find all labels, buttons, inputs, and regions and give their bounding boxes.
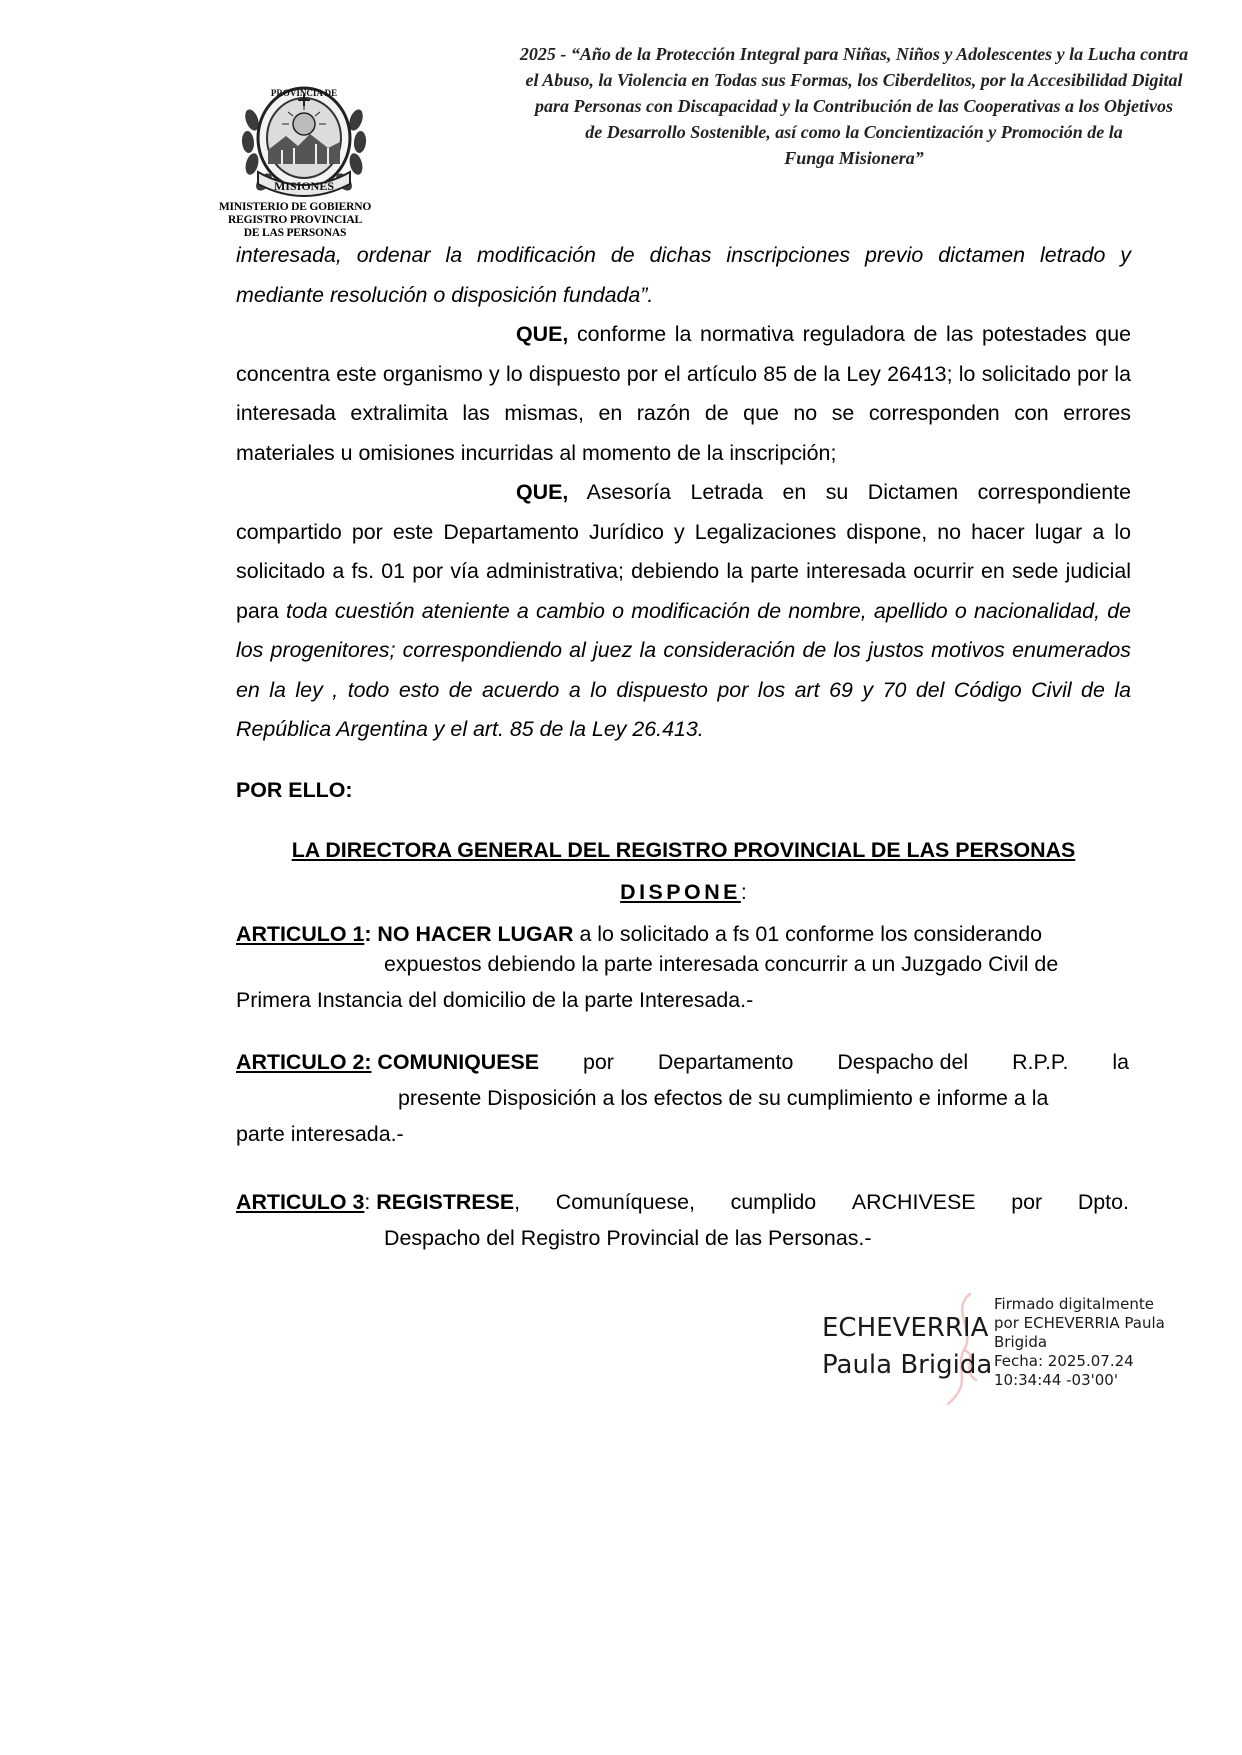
article-2-word: la xyxy=(1112,1050,1129,1074)
article-3-word: por xyxy=(1011,1190,1043,1214)
signature-detail-line: Brigida xyxy=(994,1333,1048,1351)
article-3-word: ARCHIVESE xyxy=(851,1190,976,1214)
directora-heading: LA DIRECTORA GENERAL DEL REGISTRO PROVINCIAL DE LAS PERSONAS xyxy=(291,838,1076,862)
signature-detail xyxy=(994,1295,1165,1390)
seal-top-text: PROVINCIA DE xyxy=(270,88,338,98)
dispone-heading xyxy=(236,880,1131,905)
dispone-colon: : xyxy=(740,880,747,904)
motto-line: el Abuso, la Violencia en Todas sus Formas, los Ciberdelitos, por la Accesibilidad Digital xyxy=(525,70,1183,90)
signature-detail-line: 10:34:44 -03'00' xyxy=(994,1371,1118,1389)
paragraph-text: Asesoría Letrada en su Dictamen correspondiente compartido por este Departamento Jurídico y Legalizaciones dispone, no hacer lugar a lo solicitado a fs. 01 por vía administrativa; debiendo la parte interesada ocurrir en sede judicial para xyxy=(236,480,1131,623)
paragraph-italic-text: toda cuestión ateniente a cambio o modificación de nombre, apellido o nacionalidad, de los progenitores; correspondiendo al juez la consideración de los justos motivos enumerados en la ley , todo esto de acuerdo a lo dispuesto por los art 69 y 70 del Código Civil de la República Argentina y el art. 85 de la Ley 26.413. xyxy=(236,598,1131,741)
paragraph-quote-end: interesada, ordenar la modificación de dichas inscripciones previo dictamen letrado y mediante resolución o disposición fundada”. xyxy=(236,243,1131,307)
article-3-word: Comuníquese, xyxy=(555,1190,695,1214)
por-ello-heading: POR ELLO: xyxy=(236,778,353,802)
ministry-line: REGISTRO PROVINCIAL xyxy=(228,214,362,226)
ministry-line: DE LAS PERSONAS xyxy=(243,227,347,239)
signature-detail-line: Firmado digitalmente xyxy=(994,1295,1154,1313)
paragraph-text: conforme la normativa reguladora de las potestades que concentra este organismo y lo dispuesto por el artículo 85 de la Ley 26413; lo solicitado por la interesada extralimita las mismas, en razón de que no se corresponden con errores materiales u omisiones incurridas al momento de la inscripción; xyxy=(236,322,1131,465)
ministry-line: MINISTERIO DE GOBIERNO xyxy=(218,201,372,213)
article-2-word: por xyxy=(582,1050,614,1074)
signature-surname: ECHEVERRIA xyxy=(822,1313,989,1343)
article-2-label: ARTICULO 2: xyxy=(236,1050,372,1074)
year-motto xyxy=(494,41,1214,171)
article-3-label: ARTICULO 3 xyxy=(236,1190,365,1214)
article-1-text: a lo solicitado a fs 01 conforme los considerando xyxy=(573,922,1042,946)
signature-detail-line: Fecha: 2025.07.24 xyxy=(994,1352,1134,1370)
article-2-bold: COMUNIQUESE xyxy=(371,1050,540,1074)
article-2-word: Despacho del xyxy=(837,1050,969,1074)
article-1-line-3: Primera Instancia del domicilio de la parte Interesada.- xyxy=(236,988,754,1012)
article-2-line-2: presente Disposición a los efectos de su cumplimiento e informe a la xyxy=(398,1086,1049,1110)
province-seal xyxy=(238,80,370,202)
article-3-word: cumplido xyxy=(730,1190,817,1214)
article-3-bold: REGISTRESE xyxy=(370,1190,515,1214)
motto-line: para Personas con Discapacidad y la Contribución de las Cooperativas a los Objetivos xyxy=(534,96,1173,116)
article-3-word: Dpto. xyxy=(1077,1190,1129,1214)
article-1-label: ARTICULO 1 xyxy=(236,922,365,946)
article-2-line-3: parte interesada.- xyxy=(236,1122,404,1146)
article-2-word: Departamento xyxy=(657,1050,794,1074)
ministry-label xyxy=(200,201,390,240)
motto-line: Funga Misionera” xyxy=(784,148,924,168)
article-3-line-2: Despacho del Registro Provincial de las Personas.- xyxy=(384,1226,872,1250)
signature-name xyxy=(822,1310,992,1384)
article-3-comma: , xyxy=(514,1190,521,1214)
motto-line: de Desarrollo Sostenible, así como la Concientización y Promoción de la xyxy=(585,122,1123,142)
que-lead: QUE, xyxy=(516,322,569,346)
article-1-line-2: expuestos debiendo la parte interesada concurrir a un Juzgado Civil de xyxy=(384,952,1059,976)
dispone-word: DISPONE xyxy=(620,880,741,904)
article-1-colon: : xyxy=(364,922,372,946)
seal-bottom-text: MISIONES xyxy=(273,179,335,193)
paragraph-que-2 xyxy=(236,473,1131,750)
paragraph-que-1 xyxy=(236,315,1131,473)
signature-given-names: Paula Brigida xyxy=(822,1350,993,1380)
motto-line: 2025 - “Año de la Protección Integral para Niñas, Niños y Adolescentes y la Lucha contra xyxy=(519,44,1189,64)
article-2-word: R.P.P. xyxy=(1012,1050,1069,1074)
signature-detail-line: por ECHEVERRIA Paula xyxy=(994,1314,1165,1332)
article-1-bold: NO HACER LUGAR xyxy=(371,922,574,946)
article-3-colon: : xyxy=(364,1190,371,1214)
document-body xyxy=(236,236,1131,750)
que-lead: QUE, xyxy=(516,480,569,504)
